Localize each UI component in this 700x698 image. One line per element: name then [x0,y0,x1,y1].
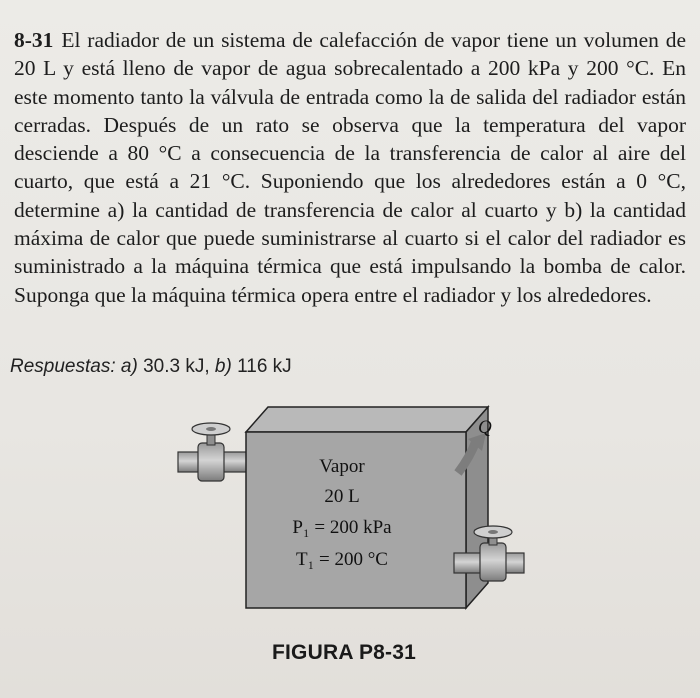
volume-label: 20 L [324,486,360,507]
vapor-label: Vapor [319,456,365,477]
answer-a-letter: a) [120,356,138,377]
inlet-valve [178,423,248,481]
problem-text: El radiador de un sistema de calefacción de vapor tiene un volumen de 20 L y está lleno de vapor de agua sobrecalentado a 200 kPa y 200 °C. En este momento tanto la válvula de entrada como la de salida del radiador están cerradas. Después de un rato se observa que la temperatura del vapor desciende a 80 °C a consecuencia de la transferencia de calor al aire del cuarto, que está a 21 °C. Suponiendo que los alrededores están a 0 °C, determine a) la cantidad de transferencia de calor al cuarto y b) la cantidad máxima de calor que puede suministrarse al cuarto si el calor del radiador es suministrado a la máquina térmica que está impulsando la bomba de calor. Suponga que la máquina térmica opera entre el radiador y los alrededores. [14,28,686,307]
answer-b-letter: b) [214,356,232,377]
temperature-label: T₁ = 200 °C [296,549,388,570]
radiator-figure [170,395,530,625]
heat-label: Q [478,417,492,438]
problem-number: 8-31 [14,28,54,52]
answers-label: Respuestas: [10,356,116,377]
problem-8-31 [14,26,686,309]
radiator-box [246,407,488,608]
answers-line [10,356,292,378]
answer-b-value: 116 kJ [237,356,292,377]
figure-caption: FIGURA P8-31 [272,641,416,664]
pressure-label: P₁ = 200 kPa [292,517,392,538]
answer-a-value: 30.3 kJ, [143,356,210,377]
